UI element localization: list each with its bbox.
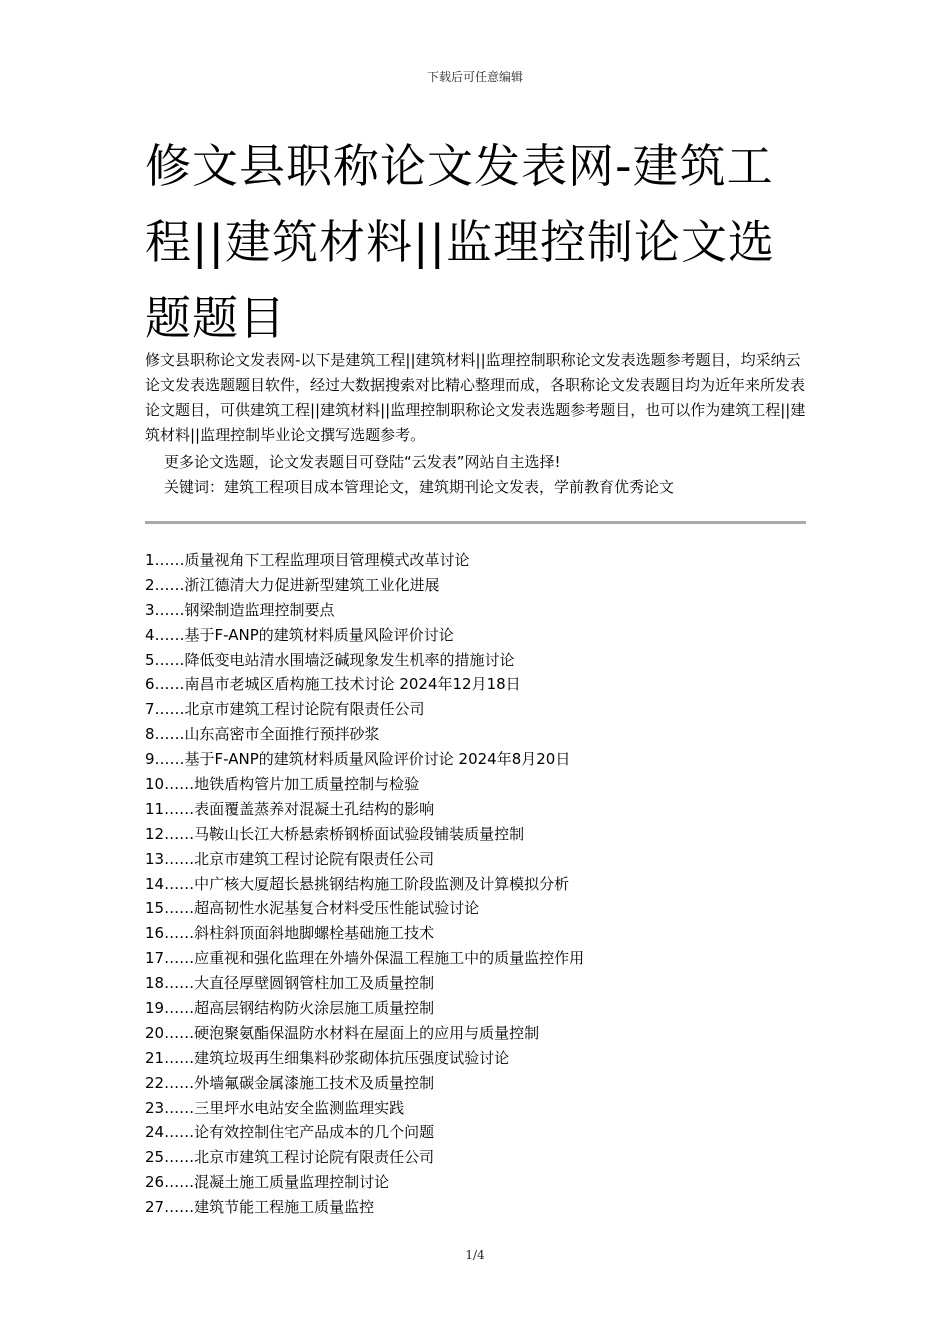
- topic-item: 8……山东高密市全面推行预拌砂浆: [145, 725, 380, 744]
- topic-item: 22……外墙氟碳金属漆施工技术及质量控制: [145, 1073, 435, 1092]
- intro-paragraph: 修文县职称论文发表网-以下是建筑工程||建筑材料||监理控制职称论文发表选题参考题目，均采纳云论文发表选题题目软件，经过大数据搜索对比精心整理而成，各职称论文发表题目均为近年来所发表论文题目，可供建筑工程||建筑材料||监理控制职称论文发表选题参考题目，也可以作为建筑工程||建筑材料||监理控制毕业论文撰写选题参考。: [145, 351, 806, 444]
- topic-item: 10……地铁盾构管片加工质量控制与检验: [145, 775, 420, 794]
- topic-item: 9……基于F-ANP的建筑材料质量风险评价讨论 2024年8月20日: [145, 750, 571, 769]
- topic-item: 26……混凝土施工质量监理控制讨论: [145, 1173, 390, 1192]
- page-number: 1/4: [465, 1248, 485, 1262]
- topic-item: 13……北京市建筑工程讨论院有限责任公司: [145, 849, 435, 868]
- topic-item: 19……超高层钢结构防火涂层施工质量控制: [145, 999, 435, 1018]
- topic-item: 12……马鞍山长江大桥悬索桥钢桥面试验段铺装质量控制: [145, 824, 525, 843]
- topic-item: 24……论有效控制住宅产品成本的几个问题: [145, 1123, 435, 1142]
- page-header: 下载后可任意编辑: [426, 70, 523, 84]
- section-divider: [145, 521, 806, 524]
- topic-item: 11……表面覆盖蒸养对混凝土孔结构的影响: [145, 799, 435, 818]
- topic-item: 27……建筑节能工程施工质量监控: [145, 1198, 375, 1217]
- topic-item: 23……三里坪水电站安全监测监理实践: [145, 1098, 405, 1117]
- topic-item: 25……北京市建筑工程讨论院有限责任公司: [145, 1148, 435, 1167]
- topic-item: 20……硬泡聚氨酯保温防水材料在屋面上的应用与质量控制: [145, 1023, 540, 1042]
- topic-item: 3……钢梁制造监理控制要点: [145, 600, 335, 619]
- topic-item: 5……降低变电站清水围墙泛碱现象发生机率的措施讨论: [145, 650, 515, 669]
- document-title: 修文县职称论文发表网-建筑工程||建筑材料||监理控制论文选题题目: [145, 139, 775, 345]
- topic-item: 18……大直径厚壁圆钢管柱加工及质量控制: [145, 974, 435, 993]
- topic-item: 7……北京市建筑工程讨论院有限责任公司: [145, 700, 425, 719]
- topic-item: 17……应重视和强化监理在外墙外保温工程施工中的质量监控作用: [145, 949, 585, 968]
- topic-item: 15……超高韧性水泥基复合材料受压性能试验讨论: [145, 899, 480, 918]
- topic-item: 21……建筑垃圾再生细集料砂浆砌体抗压强度试验讨论: [145, 1048, 510, 1067]
- more-topics-note: 更多论文选题，论文发表题目可登陆“云发表”网站自主选择!: [164, 453, 561, 471]
- topic-item: 14……中广核大厦超长悬挑钢结构施工阶段监测及计算模拟分析: [145, 874, 570, 893]
- topic-item: 2……浙江德清大力促进新型建筑工业化进展: [145, 575, 440, 594]
- keywords-line: 关键词：建筑工程项目成本管理论文，建筑期刊论文发表，学前教育优秀论文: [164, 478, 675, 496]
- topic-item: 4……基于F-ANP的建筑材料质量风险评价讨论: [145, 625, 454, 644]
- topic-list: [145, 548, 810, 1220]
- topic-item: 16……斜柱斜顶面斜地脚螺栓基础施工技术: [145, 924, 435, 943]
- topic-item: 1……质量视角下工程监理项目管理模式改革讨论: [145, 551, 470, 569]
- topic-item: 6……南昌市老城区盾构施工技术讨论 2024年12月18日: [145, 675, 521, 694]
